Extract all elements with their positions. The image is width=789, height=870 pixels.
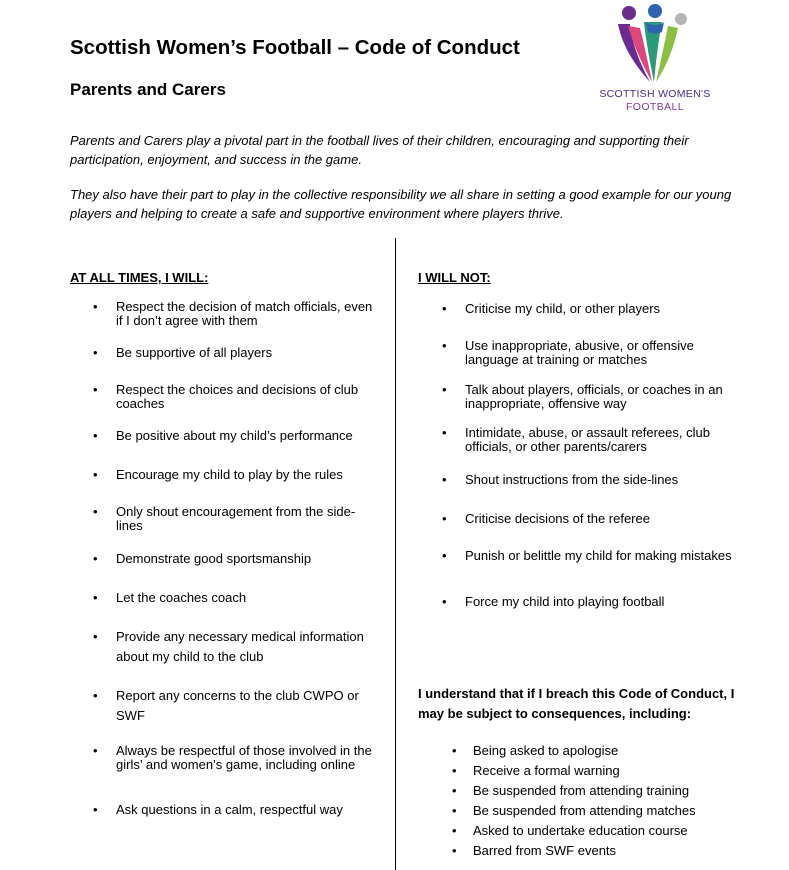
bullet-icon: • bbox=[93, 743, 98, 758]
bullet-icon: • bbox=[442, 425, 447, 440]
will-not-item-text: Criticise decisions of the referee bbox=[465, 511, 650, 526]
logo-text-line2: FOOTBALL bbox=[625, 101, 685, 113]
page-subtitle: Parents and Carers bbox=[70, 80, 226, 99]
bullet-icon: • bbox=[93, 551, 98, 566]
bullet-icon: • bbox=[442, 594, 447, 609]
will-item-text: Let the coaches coach bbox=[116, 590, 247, 605]
bullet-icon: • bbox=[452, 803, 457, 818]
will-not-item-text: Punish or belittle my child for making mistakes bbox=[465, 548, 732, 563]
will-item-text: Encourage my child to play by the rules bbox=[116, 467, 343, 482]
will-item-text: Be supportive of all players bbox=[116, 345, 273, 360]
consequences-heading: I understand that if I breach this Code of Conduct, I may be subject to consequences, including: bbox=[418, 686, 735, 721]
will-item-text: Provide any necessary medical information about my child to the club bbox=[116, 629, 364, 664]
will-heading: AT ALL TIMES, I WILL: bbox=[70, 270, 209, 285]
will-item-text: Respect the decision of match officials, even if I don’t agree with them bbox=[116, 299, 373, 328]
will-item-text: Only shout encouragement from the side-lines bbox=[116, 504, 356, 533]
consequence-item-text: Receive a formal warning bbox=[473, 763, 620, 778]
will-not-heading: I WILL NOT: bbox=[418, 270, 491, 285]
consequence-item-text: Barred from SWF events bbox=[473, 843, 617, 858]
bullet-icon: • bbox=[442, 548, 447, 563]
bullet-icon: • bbox=[442, 382, 447, 397]
bullet-icon: • bbox=[93, 590, 98, 605]
consequence-item-text: Be suspended from attending matches bbox=[473, 803, 696, 818]
intro-paragraph-2: They also have their part to play in the collective responsibility we all share in setting a good example for our young players and helping to create a safe and supportive environment where players thrive. bbox=[70, 187, 732, 221]
bullet-icon: • bbox=[93, 802, 98, 817]
consequence-item-text: Asked to undertake education course bbox=[473, 823, 688, 838]
bullet-icon: • bbox=[442, 511, 447, 526]
bullet-icon: • bbox=[452, 843, 457, 858]
will-item-text: Be positive about my child’s performance bbox=[116, 428, 353, 443]
bullet-icon: • bbox=[442, 338, 447, 353]
bullet-icon: • bbox=[452, 823, 457, 838]
consequence-item-text: Be suspended from attending training bbox=[473, 783, 690, 798]
logo-text-line1: SCOTTISH WOMEN'S bbox=[599, 88, 711, 100]
swf-logo-icon bbox=[610, 2, 700, 86]
bullet-icon: • bbox=[93, 629, 98, 644]
logo-head-left bbox=[622, 6, 636, 20]
bullet-icon: • bbox=[452, 743, 457, 758]
will-not-item-text: Intimidate, abuse, or assault referees, club officials, or other parents/carers bbox=[465, 425, 710, 454]
logo-head-center bbox=[648, 4, 662, 18]
will-not-item-text: Shout instructions from the side-lines bbox=[465, 472, 679, 487]
column-divider bbox=[395, 238, 396, 870]
bullet-icon: • bbox=[442, 472, 447, 487]
will-item-text: Ask questions in a calm, respectful way bbox=[116, 802, 343, 817]
swf-logo bbox=[596, 2, 714, 114]
consequence-item-text: Being asked to apologise bbox=[473, 743, 619, 758]
bullet-icon: • bbox=[93, 299, 98, 314]
bullet-icon: • bbox=[93, 467, 98, 482]
bullet-icon: • bbox=[93, 428, 98, 443]
will-item-text: Demonstrate good sportsmanship bbox=[116, 551, 312, 566]
bullet-icon: • bbox=[93, 382, 98, 397]
intro-paragraph-1: Parents and Carers play a pivotal part in the football lives of their children, encouraging and supporting their participation, enjoyment, and success in the game. bbox=[70, 133, 689, 167]
bullet-icon: • bbox=[93, 345, 98, 360]
bullet-icon: • bbox=[93, 504, 98, 519]
will-not-item-text: Use inappropriate, abusive, or offensive language at training or matches bbox=[465, 338, 694, 367]
logo-ball bbox=[675, 13, 687, 25]
will-not-item-text: Force my child into playing football bbox=[465, 594, 665, 609]
will-not-item-text: Talk about players, officials, or coaches in an inappropriate, offensive way bbox=[465, 382, 723, 411]
bullet-icon: • bbox=[93, 688, 98, 703]
bullet-icon: • bbox=[442, 301, 447, 316]
will-item-text: Always be respectful of those involved in the girls’ and women’s game, including online bbox=[116, 743, 372, 772]
page-title: Scottish Women’s Football – Code of Conduct bbox=[70, 36, 520, 59]
will-not-item-text: Criticise my child, or other players bbox=[465, 301, 661, 316]
will-item-text: Report any concerns to the club CWPO or SWF bbox=[116, 688, 359, 723]
bullet-icon: • bbox=[452, 783, 457, 798]
will-item-text: Respect the choices and decisions of club coaches bbox=[116, 382, 359, 411]
bullet-icon: • bbox=[452, 763, 457, 778]
